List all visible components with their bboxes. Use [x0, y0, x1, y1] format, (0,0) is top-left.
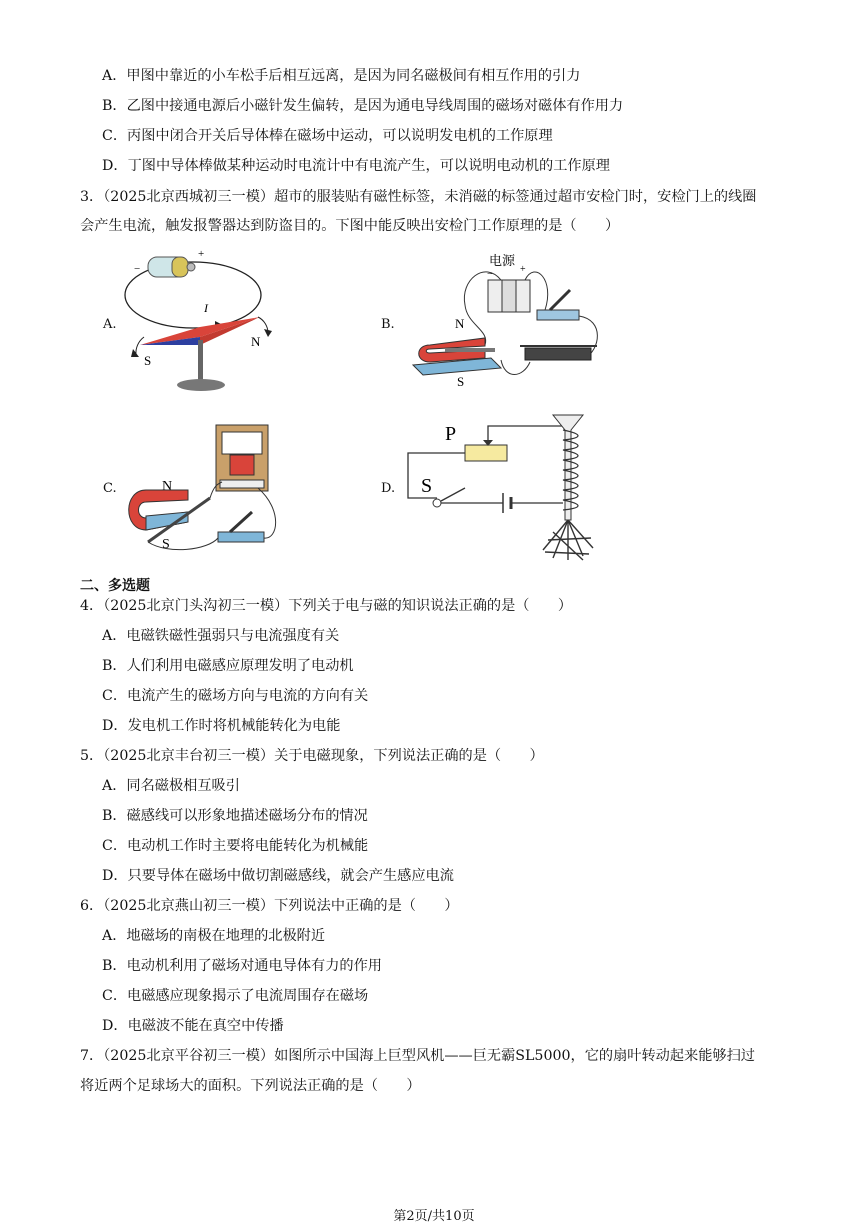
q4-stem: 4．（2025北京门头沟初三一模）下列关于电与磁的知识说法正确的是（ ）: [80, 598, 573, 614]
q4-option-c: C．电流产生的磁场方向与电流的方向有关: [102, 688, 369, 704]
q3-figure-c: [118, 420, 293, 555]
iron-nails-icon: [543, 520, 593, 560]
switch-icon: [537, 290, 579, 320]
q7-stem-line1: 7．（2025北京平谷初三一模）如图所示中国海上巨型风机——巨无霸SL5000，它的扇叶转动起来能够扫过: [80, 1048, 755, 1064]
slider-p-label: P: [445, 423, 457, 445]
power-minus-label: −: [487, 269, 493, 280]
page-number: 第2页/共10页: [393, 1209, 475, 1224]
magnet-s-label: S: [457, 374, 465, 389]
power-plus-label: +: [520, 264, 526, 275]
needle-n-label: N: [251, 334, 261, 349]
needle-s-label: S: [144, 353, 152, 368]
q5-stem: 5．（2025北京丰台初三一模）关于电磁现象，下列说法正确的是（ ）: [80, 748, 544, 764]
q5-option-d: D．只要导体在磁场中做切割磁感线，就会产生感应电流: [102, 868, 454, 884]
q6-option-d: D．电磁波不能在真空中传播: [102, 1018, 284, 1034]
section-title: 二、多选题: [80, 578, 150, 594]
q3-figure-b-label: B.: [381, 317, 395, 332]
q6-option-c: C．电磁感应现象揭示了电流周围存在磁场: [102, 988, 369, 1004]
q2-option-a: A．甲图中靠近的小车松手后相互远离，是因为同名磁极间有相互作用的引力: [102, 68, 581, 84]
q6-option-a: A．地磁场的南极在地理的北极附近: [102, 928, 326, 944]
rheostat-icon: [520, 346, 597, 360]
q3-figure-c-label: C.: [103, 481, 117, 496]
magnet-n-label: N: [455, 316, 465, 331]
switch-icon: [218, 512, 264, 542]
q3-stem-line1: 3．（2025北京西城初三一模）超市的服装贴有磁性标签，未消磁的标签通过超市安检门时，安检门上的线圈: [80, 189, 757, 205]
q5-option-b: B．磁感线可以形象地描述磁场分布的情况: [102, 808, 368, 824]
q5-option-a: A．同名磁极相互吸引: [102, 778, 240, 794]
q3-figure-b: [405, 250, 605, 390]
q3-figure-d-label: D.: [381, 481, 396, 496]
magnet-n-label: N: [162, 479, 173, 494]
q3-figure-a: [118, 245, 298, 400]
battery-pack-icon: [488, 280, 530, 312]
q2-option-b: B．乙图中接通电源后小磁针发生偏转，是因为通电导线周围的磁场对磁体有作用力: [102, 98, 624, 114]
battery-minus-label: −: [134, 263, 141, 275]
q4-option-d: D．发电机工作时将机械能转化为电能: [102, 718, 341, 734]
q5-option-c: C．电动机工作时主要将电能转化为机械能: [102, 838, 369, 854]
q2-option-d: D．丁图中导体棒做某种运动时电流计中有电流产生，可以说明电动机的工作原理: [102, 158, 610, 174]
q3-figure-d: [403, 410, 603, 565]
switch-s-label: S: [421, 475, 433, 497]
power-source-label: 电源: [489, 253, 516, 268]
q4-option-a: A．电磁铁磁性强弱只与电流强度有关: [102, 628, 340, 644]
q4-option-b: B．人们利用电磁感应原理发明了电动机: [102, 658, 354, 674]
q3-stem-line2: 会产生电流，触发报警器达到防盗目的。下图中能反映出安检门工作原理的是（ ）: [80, 218, 620, 234]
galvanometer-icon: [216, 425, 268, 491]
magnet-s-label: S: [162, 537, 170, 552]
battery-icon: [148, 257, 195, 277]
q7-stem-line2: 将近两个足球场大的面积。下列说法正确的是（ ）: [80, 1078, 421, 1094]
current-label: I: [204, 301, 208, 315]
horseshoe-magnet-icon: [129, 490, 188, 530]
q6-stem: 6．（2025北京燕山初三一模）下列说法中正确的是（ ）: [80, 898, 459, 914]
electromagnet-icon: [553, 415, 583, 520]
horseshoe-magnet-icon: [413, 338, 501, 375]
q2-option-c: C．丙图中闭合开关后导体棒在磁场中运动，可以说明发电机的工作原理: [102, 128, 553, 144]
battery-plus-label: +: [198, 248, 205, 260]
q6-option-b: B．电动机利用了磁场对通电导体有力的作用: [102, 958, 382, 974]
q3-figure-a-label: A.: [103, 317, 117, 332]
compass-needle-icon: [140, 317, 260, 391]
